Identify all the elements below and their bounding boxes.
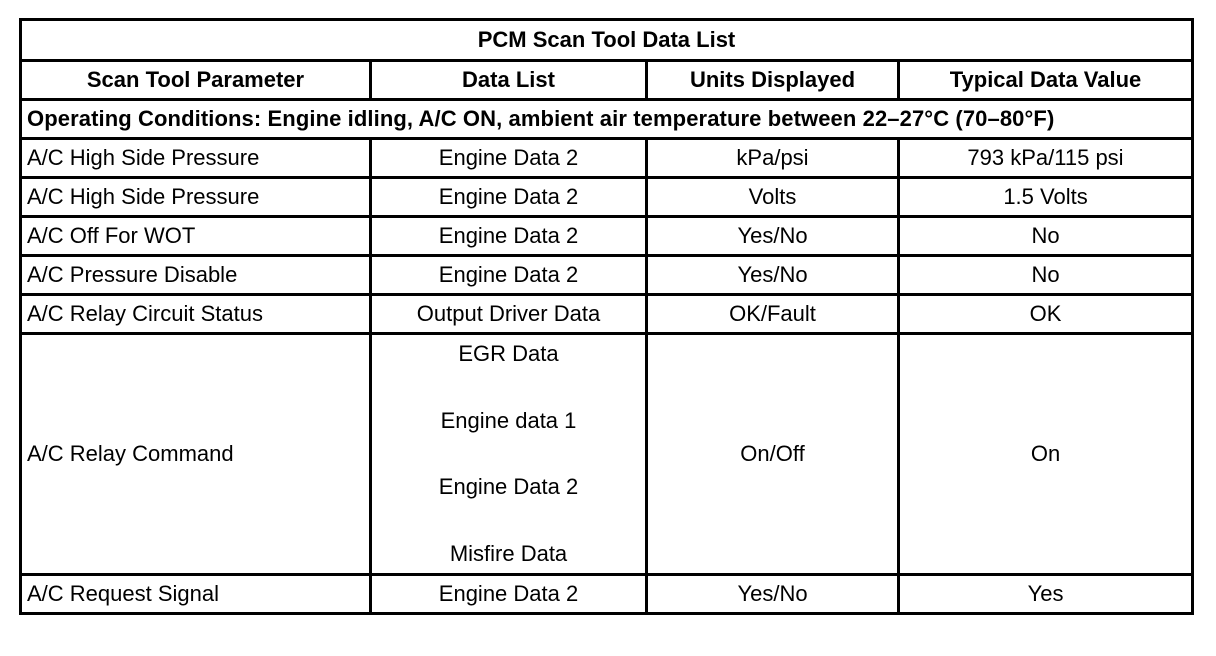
row-typical-value: Yes: [899, 575, 1193, 614]
data-list-entry: EGR Data: [458, 341, 559, 366]
row-data-list: Engine Data 2: [371, 217, 647, 256]
row-units: Yes/No: [647, 217, 899, 256]
header-data-list: Data List: [371, 61, 647, 100]
row-typical-value: On: [899, 334, 1193, 575]
table-row: [21, 295, 1193, 334]
row-parameter: A/C High Side Pressure: [21, 139, 371, 178]
row-data-list: Engine Data 2: [371, 575, 647, 614]
data-list-entry: Engine data 1: [440, 407, 577, 433]
table-header-row: [21, 61, 1193, 100]
row-typical-value: 1.5 Volts: [899, 178, 1193, 217]
header-typical-data-value: Typical Data Value: [899, 61, 1193, 100]
row-parameter: A/C Off For WOT: [21, 217, 371, 256]
row-units: OK/Fault: [647, 295, 899, 334]
header-units-displayed: Units Displayed: [647, 61, 899, 100]
row-parameter: A/C Request Signal: [21, 575, 371, 614]
table-row: [21, 575, 1193, 614]
table-row: [21, 256, 1193, 295]
row-data-list: Engine Data 2: [371, 139, 647, 178]
row-typical-value: No: [899, 256, 1193, 295]
row-parameter: A/C Pressure Disable: [21, 256, 371, 295]
row-parameter: A/C Relay Command: [21, 334, 371, 575]
operating-conditions-row: [21, 100, 1193, 139]
row-typical-value: 793 kPa/115 psi: [899, 139, 1193, 178]
table-title-row: [21, 20, 1193, 61]
table-row: [21, 217, 1193, 256]
row-units: kPa/psi: [647, 139, 899, 178]
row-units: Volts: [647, 178, 899, 217]
pcm-scan-tool-data-table: [19, 18, 1194, 615]
row-data-list: Engine Data 2: [371, 178, 647, 217]
table-title: PCM Scan Tool Data List: [21, 20, 1193, 61]
row-units: Yes/No: [647, 256, 899, 295]
row-typical-value: No: [899, 217, 1193, 256]
row-units: On/Off: [647, 334, 899, 575]
header-scan-tool-parameter: Scan Tool Parameter: [21, 61, 371, 100]
row-data-list: Engine Data 2: [371, 256, 647, 295]
row-parameter: A/C High Side Pressure: [21, 178, 371, 217]
row-typical-value: OK: [899, 295, 1193, 334]
row-data-list-multi: [371, 334, 647, 575]
data-list-entry: Engine Data 2: [438, 474, 579, 500]
scan-tool-table-container: [19, 18, 1194, 615]
row-data-list: Output Driver Data: [371, 295, 647, 334]
operating-conditions: Operating Conditions: Engine idling, A/C ON, ambient air temperature between 22–27°C (70–80°F): [21, 100, 1193, 139]
table-row: [21, 334, 1193, 575]
row-parameter: A/C Relay Circuit Status: [21, 295, 371, 334]
table-row: [21, 139, 1193, 178]
data-list-entry: Misfire Data: [449, 540, 568, 566]
table-row: [21, 178, 1193, 217]
row-units: Yes/No: [647, 575, 899, 614]
